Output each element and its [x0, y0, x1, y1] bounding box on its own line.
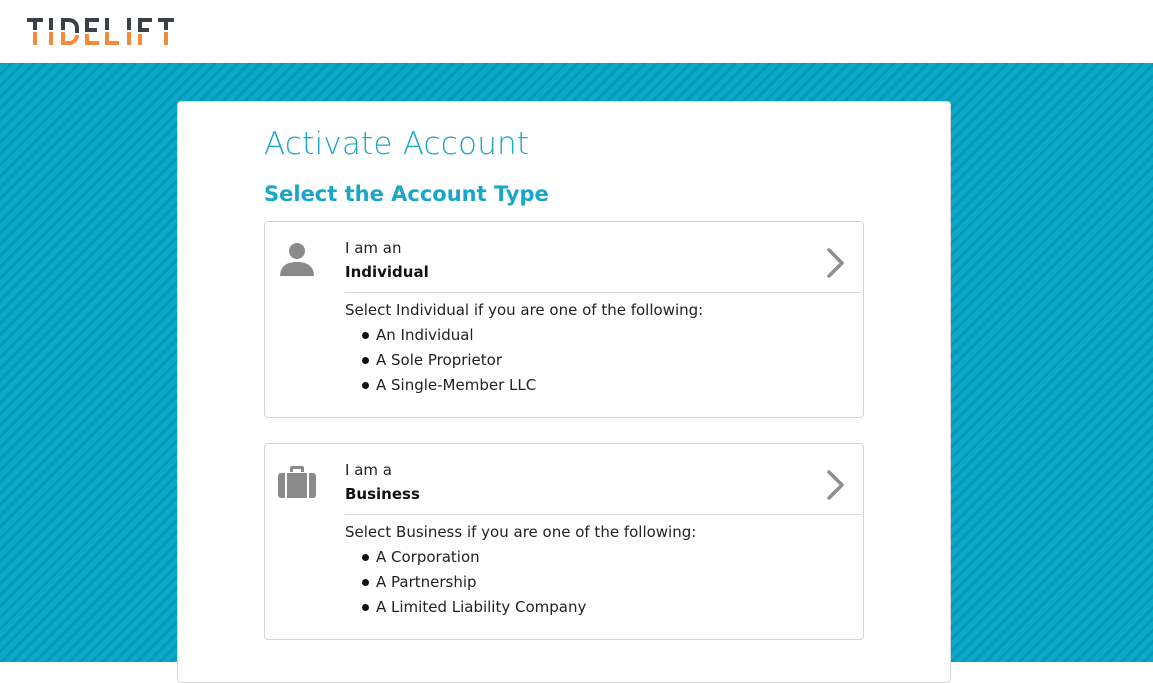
- tidelift-logo[interactable]: [27, 14, 207, 50]
- briefcase-icon: [277, 462, 317, 502]
- option-qualifier-list: [361, 548, 586, 623]
- option-lead-text: I am a: [345, 461, 392, 479]
- option-divider: [345, 514, 861, 515]
- activation-card: [177, 101, 951, 683]
- option-kind-label: Individual: [345, 263, 429, 281]
- top-navbar: [0, 0, 1153, 63]
- page-title: Activate Account: [264, 126, 530, 162]
- account-type-individual-option[interactable]: [264, 221, 864, 418]
- option-kind-label: Business: [345, 485, 420, 503]
- list-item: A Single-Member LLC: [361, 376, 536, 401]
- chevron-right-icon: [825, 246, 847, 280]
- option-qualifier-list: [361, 326, 536, 401]
- list-item: A Partnership: [361, 573, 586, 598]
- list-item: A Sole Proprietor: [361, 351, 536, 376]
- option-description: Select Business if you are one of the following:: [345, 523, 697, 541]
- list-item: A Limited Liability Company: [361, 598, 586, 623]
- list-item: A Corporation: [361, 548, 586, 573]
- list-item: An Individual: [361, 326, 536, 351]
- option-divider: [345, 292, 861, 293]
- option-lead-text: I am an: [345, 239, 402, 257]
- account-type-business-option[interactable]: [264, 443, 864, 640]
- chevron-right-icon: [825, 468, 847, 502]
- option-description: Select Individual if you are one of the following:: [345, 301, 704, 319]
- person-icon: [277, 240, 317, 280]
- section-subtitle: Select the Account Type: [264, 182, 549, 206]
